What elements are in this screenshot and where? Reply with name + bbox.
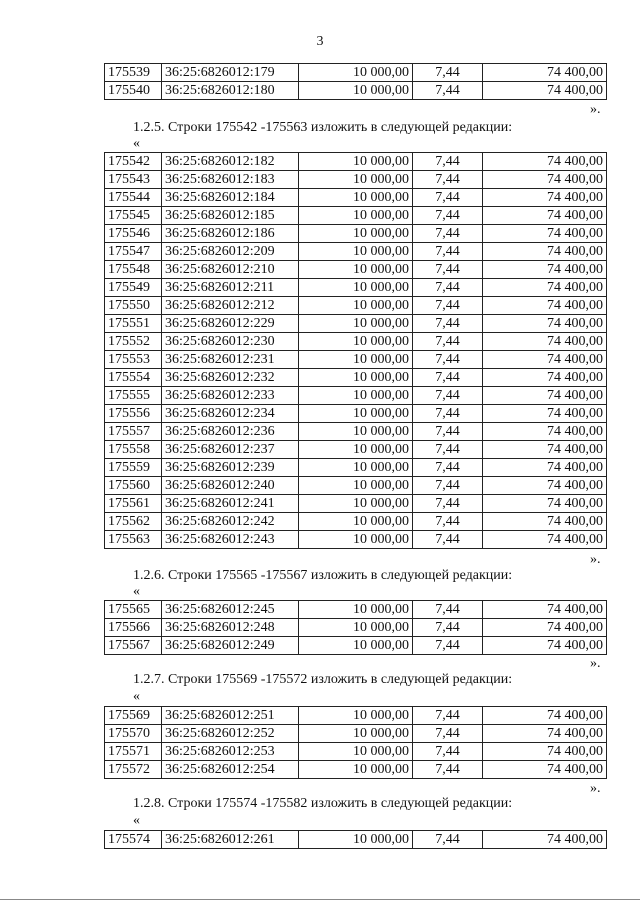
- cell-rate: 7,44: [413, 707, 483, 725]
- table-row: [105, 495, 607, 513]
- cell-row-number: 175544: [105, 189, 162, 207]
- table-row: [105, 153, 607, 171]
- section-125-heading: 1.2.5. Строки 175542 -175563 изложить в следующей редакции:: [133, 120, 513, 135]
- cell-area: 10 000,00: [299, 315, 413, 333]
- cell-cadastral-number: 36:25:6826012:232: [162, 369, 299, 387]
- table-row: [105, 441, 607, 459]
- cell-rate: 7,44: [413, 189, 483, 207]
- cell-area: 10 000,00: [299, 743, 413, 761]
- cell-cadastral-number: 36:25:6826012:230: [162, 333, 299, 351]
- cell-row-number: 175567: [105, 637, 162, 655]
- cell-row-number: 175558: [105, 441, 162, 459]
- cell-area: 10 000,00: [299, 369, 413, 387]
- table-row: [105, 619, 607, 637]
- cell-amount: 74 400,00: [483, 743, 607, 761]
- cell-amount: 74 400,00: [483, 725, 607, 743]
- cell-area: 10 000,00: [299, 423, 413, 441]
- cell-cadastral-number: 36:25:6826012:210: [162, 261, 299, 279]
- cell-row-number: 175542: [105, 153, 162, 171]
- cell-row-number: 175540: [105, 82, 162, 100]
- table-row: [105, 279, 607, 297]
- cell-amount: 74 400,00: [483, 601, 607, 619]
- cell-rate: 7,44: [413, 387, 483, 405]
- table-row: [105, 761, 607, 779]
- cell-amount: 74 400,00: [483, 261, 607, 279]
- cell-row-number: 175561: [105, 495, 162, 513]
- cell-rate: 7,44: [413, 351, 483, 369]
- cell-row-number: 175548: [105, 261, 162, 279]
- table-row: [105, 459, 607, 477]
- cell-rate: 7,44: [413, 82, 483, 100]
- cell-row-number: 175546: [105, 225, 162, 243]
- cell-rate: 7,44: [413, 64, 483, 82]
- cell-area: 10 000,00: [299, 333, 413, 351]
- open-quote-126: «: [133, 584, 140, 599]
- cell-cadastral-number: 36:25:6826012:245: [162, 601, 299, 619]
- cell-row-number: 175566: [105, 619, 162, 637]
- cell-row-number: 175572: [105, 761, 162, 779]
- cell-area: 10 000,00: [299, 207, 413, 225]
- cell-row-number: 175551: [105, 315, 162, 333]
- cell-rate: 7,44: [413, 261, 483, 279]
- land-table-126: [104, 600, 607, 655]
- table-row: [105, 333, 607, 351]
- cell-rate: 7,44: [413, 153, 483, 171]
- table-row: [105, 207, 607, 225]
- cell-row-number: 175550: [105, 297, 162, 315]
- table-row: [105, 423, 607, 441]
- bottom-rule: [0, 899, 640, 900]
- cell-rate: 7,44: [413, 279, 483, 297]
- cell-rate: 7,44: [413, 831, 483, 849]
- cell-area: 10 000,00: [299, 189, 413, 207]
- close-quote-127: ».: [590, 781, 601, 796]
- cell-area: 10 000,00: [299, 279, 413, 297]
- cell-amount: 74 400,00: [483, 387, 607, 405]
- cell-area: 10 000,00: [299, 513, 413, 531]
- cell-area: 10 000,00: [299, 531, 413, 549]
- cell-row-number: 175549: [105, 279, 162, 297]
- cell-cadastral-number: 36:25:6826012:184: [162, 189, 299, 207]
- cell-amount: 74 400,00: [483, 707, 607, 725]
- cell-row-number: 175565: [105, 601, 162, 619]
- cell-area: 10 000,00: [299, 171, 413, 189]
- land-table-127: [104, 706, 607, 779]
- cell-cadastral-number: 36:25:6826012:180: [162, 82, 299, 100]
- open-quote-128: «: [133, 813, 140, 828]
- cell-cadastral-number: 36:25:6826012:179: [162, 64, 299, 82]
- cell-rate: 7,44: [413, 531, 483, 549]
- cell-rate: 7,44: [413, 477, 483, 495]
- cell-row-number: 175571: [105, 743, 162, 761]
- cell-area: 10 000,00: [299, 707, 413, 725]
- cell-amount: 74 400,00: [483, 351, 607, 369]
- cell-amount: 74 400,00: [483, 279, 607, 297]
- cell-row-number: 175557: [105, 423, 162, 441]
- cell-rate: 7,44: [413, 207, 483, 225]
- cell-area: 10 000,00: [299, 441, 413, 459]
- cell-rate: 7,44: [413, 171, 483, 189]
- cell-area: 10 000,00: [299, 261, 413, 279]
- cell-rate: 7,44: [413, 495, 483, 513]
- cell-cadastral-number: 36:25:6826012:231: [162, 351, 299, 369]
- table-row: [105, 743, 607, 761]
- table-row: [105, 82, 607, 100]
- open-quote-127: «: [133, 689, 140, 704]
- cell-amount: 74 400,00: [483, 64, 607, 82]
- cell-amount: 74 400,00: [483, 207, 607, 225]
- cell-amount: 74 400,00: [483, 225, 607, 243]
- table-row: [105, 189, 607, 207]
- cell-cadastral-number: 36:25:6826012:209: [162, 243, 299, 261]
- cell-amount: 74 400,00: [483, 82, 607, 100]
- cell-rate: 7,44: [413, 601, 483, 619]
- section-128-heading: 1.2.8. Строки 175574 -175582 изложить в следующей редакции:: [133, 796, 513, 811]
- table-row: [105, 171, 607, 189]
- cell-amount: 74 400,00: [483, 243, 607, 261]
- cell-area: 10 000,00: [299, 459, 413, 477]
- cell-area: 10 000,00: [299, 351, 413, 369]
- close-quote-0: ».: [590, 102, 601, 117]
- cell-amount: 74 400,00: [483, 441, 607, 459]
- cell-area: 10 000,00: [299, 225, 413, 243]
- cell-amount: 74 400,00: [483, 369, 607, 387]
- cell-row-number: 175552: [105, 333, 162, 351]
- table-row: [105, 315, 607, 333]
- cell-area: 10 000,00: [299, 243, 413, 261]
- cell-cadastral-number: 36:25:6826012:252: [162, 725, 299, 743]
- table-row: [105, 369, 607, 387]
- table-row: [105, 225, 607, 243]
- cell-area: 10 000,00: [299, 619, 413, 637]
- cell-amount: 74 400,00: [483, 333, 607, 351]
- cell-amount: 74 400,00: [483, 477, 607, 495]
- cell-cadastral-number: 36:25:6826012:253: [162, 743, 299, 761]
- cell-cadastral-number: 36:25:6826012:185: [162, 207, 299, 225]
- cell-row-number: 175563: [105, 531, 162, 549]
- cell-rate: 7,44: [413, 243, 483, 261]
- cell-amount: 74 400,00: [483, 513, 607, 531]
- cell-cadastral-number: 36:25:6826012:249: [162, 637, 299, 655]
- cell-cadastral-number: 36:25:6826012:183: [162, 171, 299, 189]
- cell-amount: 74 400,00: [483, 637, 607, 655]
- cell-cadastral-number: 36:25:6826012:186: [162, 225, 299, 243]
- cell-row-number: 175554: [105, 369, 162, 387]
- cell-area: 10 000,00: [299, 761, 413, 779]
- section-126-heading: 1.2.6. Строки 175565 -175567 изложить в следующей редакции:: [133, 568, 513, 583]
- table-row: [105, 831, 607, 849]
- cell-amount: 74 400,00: [483, 405, 607, 423]
- cell-rate: 7,44: [413, 619, 483, 637]
- cell-amount: 74 400,00: [483, 171, 607, 189]
- cell-area: 10 000,00: [299, 495, 413, 513]
- cell-row-number: 175545: [105, 207, 162, 225]
- cell-rate: 7,44: [413, 513, 483, 531]
- land-table-125: [104, 152, 607, 549]
- cell-amount: 74 400,00: [483, 315, 607, 333]
- cell-rate: 7,44: [413, 333, 483, 351]
- table-row: [105, 351, 607, 369]
- cell-rate: 7,44: [413, 369, 483, 387]
- cell-cadastral-number: 36:25:6826012:212: [162, 297, 299, 315]
- cell-area: 10 000,00: [299, 405, 413, 423]
- cell-cadastral-number: 36:25:6826012:236: [162, 423, 299, 441]
- cell-area: 10 000,00: [299, 82, 413, 100]
- cell-area: 10 000,00: [299, 477, 413, 495]
- cell-area: 10 000,00: [299, 637, 413, 655]
- cell-amount: 74 400,00: [483, 189, 607, 207]
- cell-row-number: 175539: [105, 64, 162, 82]
- cell-row-number: 175559: [105, 459, 162, 477]
- table-row: [105, 405, 607, 423]
- table-row: [105, 707, 607, 725]
- open-quote-125: «: [133, 136, 140, 151]
- cell-cadastral-number: 36:25:6826012:248: [162, 619, 299, 637]
- cell-rate: 7,44: [413, 441, 483, 459]
- cell-row-number: 175562: [105, 513, 162, 531]
- cell-area: 10 000,00: [299, 387, 413, 405]
- cell-cadastral-number: 36:25:6826012:233: [162, 387, 299, 405]
- table-row: [105, 513, 607, 531]
- table-row: [105, 601, 607, 619]
- cell-cadastral-number: 36:25:6826012:229: [162, 315, 299, 333]
- cell-amount: 74 400,00: [483, 761, 607, 779]
- cell-row-number: 175556: [105, 405, 162, 423]
- cell-area: 10 000,00: [299, 831, 413, 849]
- page-number: 3: [316, 34, 324, 49]
- cell-cadastral-number: 36:25:6826012:239: [162, 459, 299, 477]
- cell-row-number: 175547: [105, 243, 162, 261]
- table-row: [105, 297, 607, 315]
- cell-amount: 74 400,00: [483, 423, 607, 441]
- land-table-0: [104, 63, 607, 100]
- cell-area: 10 000,00: [299, 153, 413, 171]
- cell-cadastral-number: 36:25:6826012:237: [162, 441, 299, 459]
- cell-rate: 7,44: [413, 637, 483, 655]
- table-row: [105, 531, 607, 549]
- cell-cadastral-number: 36:25:6826012:254: [162, 761, 299, 779]
- table-row: [105, 261, 607, 279]
- cell-row-number: 175543: [105, 171, 162, 189]
- cell-row-number: 175560: [105, 477, 162, 495]
- cell-row-number: 175553: [105, 351, 162, 369]
- cell-amount: 74 400,00: [483, 619, 607, 637]
- table-row: [105, 243, 607, 261]
- cell-cadastral-number: 36:25:6826012:241: [162, 495, 299, 513]
- cell-cadastral-number: 36:25:6826012:182: [162, 153, 299, 171]
- table-row: [105, 725, 607, 743]
- cell-cadastral-number: 36:25:6826012:240: [162, 477, 299, 495]
- cell-rate: 7,44: [413, 225, 483, 243]
- cell-row-number: 175570: [105, 725, 162, 743]
- close-quote-126: ».: [590, 656, 601, 671]
- cell-rate: 7,44: [413, 725, 483, 743]
- close-quote-125: ».: [590, 552, 601, 567]
- cell-rate: 7,44: [413, 405, 483, 423]
- cell-amount: 74 400,00: [483, 495, 607, 513]
- cell-amount: 74 400,00: [483, 531, 607, 549]
- table-row: [105, 477, 607, 495]
- cell-rate: 7,44: [413, 315, 483, 333]
- cell-cadastral-number: 36:25:6826012:243: [162, 531, 299, 549]
- cell-area: 10 000,00: [299, 725, 413, 743]
- cell-row-number: 175555: [105, 387, 162, 405]
- cell-area: 10 000,00: [299, 64, 413, 82]
- cell-amount: 74 400,00: [483, 831, 607, 849]
- section-127-heading: 1.2.7. Строки 175569 -175572 изложить в следующей редакции:: [133, 672, 513, 687]
- cell-row-number: 175569: [105, 707, 162, 725]
- cell-amount: 74 400,00: [483, 459, 607, 477]
- cell-cadastral-number: 36:25:6826012:251: [162, 707, 299, 725]
- cell-area: 10 000,00: [299, 601, 413, 619]
- cell-rate: 7,44: [413, 761, 483, 779]
- table-row: [105, 64, 607, 82]
- cell-row-number: 175574: [105, 831, 162, 849]
- cell-cadastral-number: 36:25:6826012:234: [162, 405, 299, 423]
- cell-rate: 7,44: [413, 743, 483, 761]
- land-table-128: [104, 830, 607, 849]
- cell-cadastral-number: 36:25:6826012:242: [162, 513, 299, 531]
- cell-cadastral-number: 36:25:6826012:261: [162, 831, 299, 849]
- table-row: [105, 637, 607, 655]
- cell-amount: 74 400,00: [483, 153, 607, 171]
- table-row: [105, 387, 607, 405]
- cell-rate: 7,44: [413, 423, 483, 441]
- cell-rate: 7,44: [413, 459, 483, 477]
- cell-cadastral-number: 36:25:6826012:211: [162, 279, 299, 297]
- cell-area: 10 000,00: [299, 297, 413, 315]
- cell-rate: 7,44: [413, 297, 483, 315]
- cell-amount: 74 400,00: [483, 297, 607, 315]
